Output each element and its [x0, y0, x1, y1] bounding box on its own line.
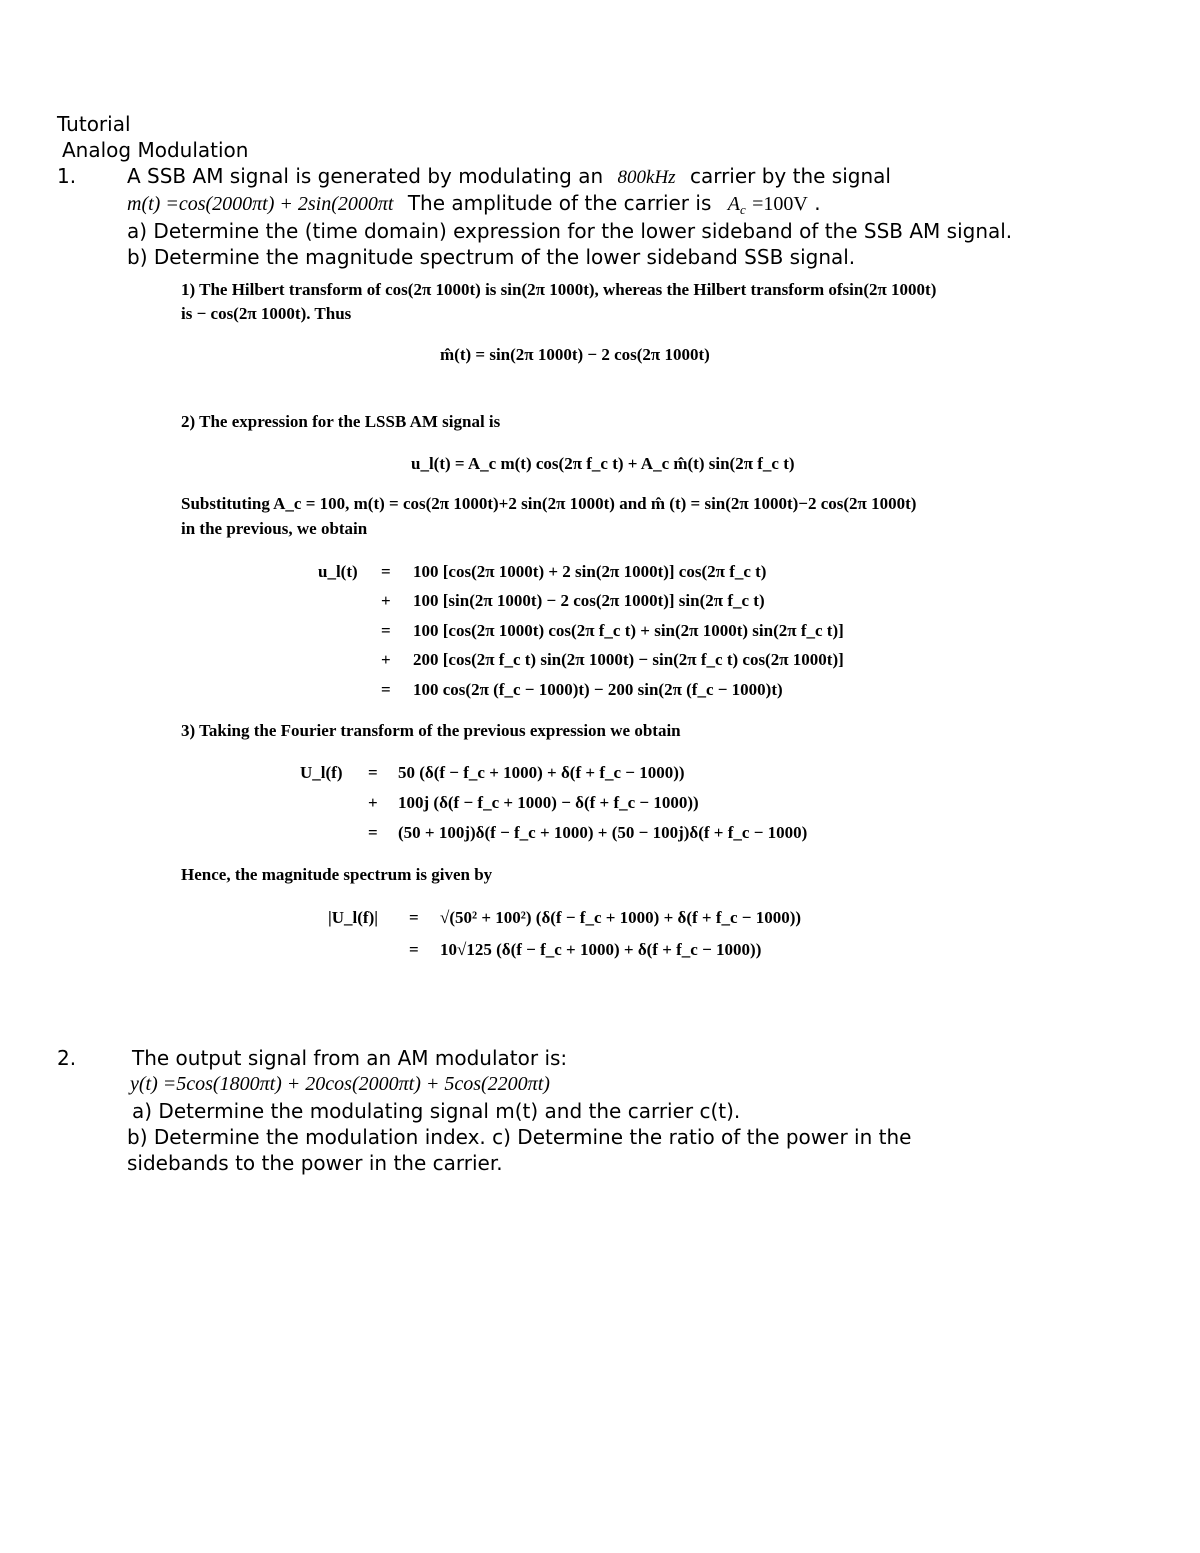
question-2-part-bc-line2: sidebands to the power in the carrier. — [127, 1151, 503, 1175]
question-2-number: 2. — [57, 1046, 77, 1070]
q1-amp-symbol: A — [727, 193, 740, 215]
q1-line2-mid: The amplitude of the carrier is — [407, 191, 712, 215]
tutorial-subtitle: Analog Modulation — [62, 138, 249, 162]
ul-row-rhs: 200 [cos(2π f_c t) sin(2π 1000t) − sin(2π f_c t) cos(2π 1000t)] — [413, 650, 844, 669]
ul-row-rhs: 100 [sin(2π 1000t) − 2 cos(2π 1000t)] sin(2π f_c t) — [413, 591, 765, 610]
Ul-row-rhs: (50 + 100j)δ(f − f_c + 1000) + (50 − 100j)δ(f + f_c − 1000) — [398, 823, 808, 842]
q1-line1-pre: A SSB AM signal is generated by modulating an — [127, 164, 604, 188]
ul-row-op: + — [381, 650, 391, 669]
q1-amp-value: =100V — [752, 193, 808, 215]
magnitude-intro: Hence, the magnitude spectrum is given by — [181, 865, 493, 884]
question-2-line1: The output signal from an AM modulator is: — [132, 1046, 568, 1070]
Ul-row-op: = — [368, 763, 378, 782]
ul-row-op: = — [381, 562, 391, 581]
substitution-line1: Substituting A_c = 100, m(t) = cos(2π 1000t)+2 sin(2π 1000t) and m̂ (t) = sin(2π 1000t)−2 cos(2π 1000t) — [181, 494, 917, 513]
mag-row-rhs: 10√125 (δ(f − f_c + 1000) + δ(f + f_c − 1000)) — [440, 940, 762, 959]
ul-row-rhs: 100 cos(2π (f_c − 1000)t) − 200 sin(2π (f_c − 1000)t) — [413, 680, 783, 699]
solution-step3: 3) Taking the Fourier transform of the previous expression we obtain — [181, 721, 681, 740]
mag-row-op: = — [409, 908, 419, 927]
question-1-number: 1. — [57, 164, 77, 188]
solution-step1-line2: is − cos(2π 1000t). Thus — [181, 304, 352, 323]
mag-row-op: = — [409, 940, 419, 959]
ul-row-op: = — [381, 621, 391, 640]
question-1-line1 — [127, 164, 891, 190]
q1-line1-post: carrier by the signal — [689, 164, 891, 188]
question-2-part-bc-line1: b) Determine the modulation index. c) Determine the ratio of the power in the — [127, 1125, 912, 1149]
ul-row-op: = — [381, 680, 391, 699]
question-1-line2 — [127, 191, 821, 222]
q1-line2-end: . — [814, 191, 821, 215]
tutorial-title: Tutorial — [57, 112, 131, 136]
substitution-line2: in the previous, we obtain — [181, 519, 368, 538]
Ul-row-op: = — [368, 823, 378, 842]
Ul-lhs: U_l(f) — [300, 763, 343, 782]
ul-lhs: u_l(t) — [318, 562, 358, 581]
lssb-equation: u_l(t) = A_c m(t) cos(2π f_c t) + A_c m̂(t) sin(2π f_c t) — [411, 454, 795, 473]
solution-step2: 2) The expression for the LSSB AM signal is — [181, 412, 501, 431]
mag-row-rhs: √(50² + 100²) (δ(f − f_c + 1000) + δ(f + f_c − 1000)) — [440, 908, 802, 927]
question-1-part-a: a) Determine the (time domain) expression for the lower sideband of the SSB AM signal. — [127, 219, 1013, 243]
Ul-row-rhs: 100j (δ(f − f_c + 1000) − δ(f + f_c − 1000)) — [398, 793, 699, 812]
question-2-part-a: a) Determine the modulating signal m(t) and the carrier c(t). — [132, 1099, 741, 1123]
Ul-row-rhs: 50 (δ(f − f_c + 1000) + δ(f + f_c − 1000)) — [398, 763, 685, 782]
ul-row-rhs: 100 [cos(2π 1000t) cos(2π f_c t) + sin(2π 1000t) sin(2π f_c t)] — [413, 621, 844, 640]
Ul-row-op: + — [368, 793, 378, 812]
q1-carrier-freq: 800kHz — [617, 167, 676, 188]
q1-message-expression: m(t) =cos(2000πt) + 2sin(2000πt — [127, 193, 394, 215]
ul-row-rhs: 100 [cos(2π 1000t) + 2 sin(2π 1000t)] cos(2π f_c t) — [413, 562, 767, 581]
hilbert-equation: m̂(t) = sin(2π 1000t) − 2 cos(2π 1000t) — [440, 345, 710, 364]
solution-step1-line1: 1) The Hilbert transform of cos(2π 1000t) is sin(2π 1000t), whereas the Hilbert transform ofsin(2π 1000t) — [181, 280, 937, 299]
question-2-signal-expression: y(t) =5cos(1800πt) + 20cos(2000πt) + 5cos(2200πt) — [130, 1073, 550, 1095]
ul-row-op: + — [381, 591, 391, 610]
question-1-part-b: b) Determine the magnitude spectrum of the lower sideband SSB signal. — [127, 245, 856, 269]
mag-lhs: |U_l(f)| — [328, 908, 378, 927]
q1-amp-subscript: c — [739, 202, 746, 217]
